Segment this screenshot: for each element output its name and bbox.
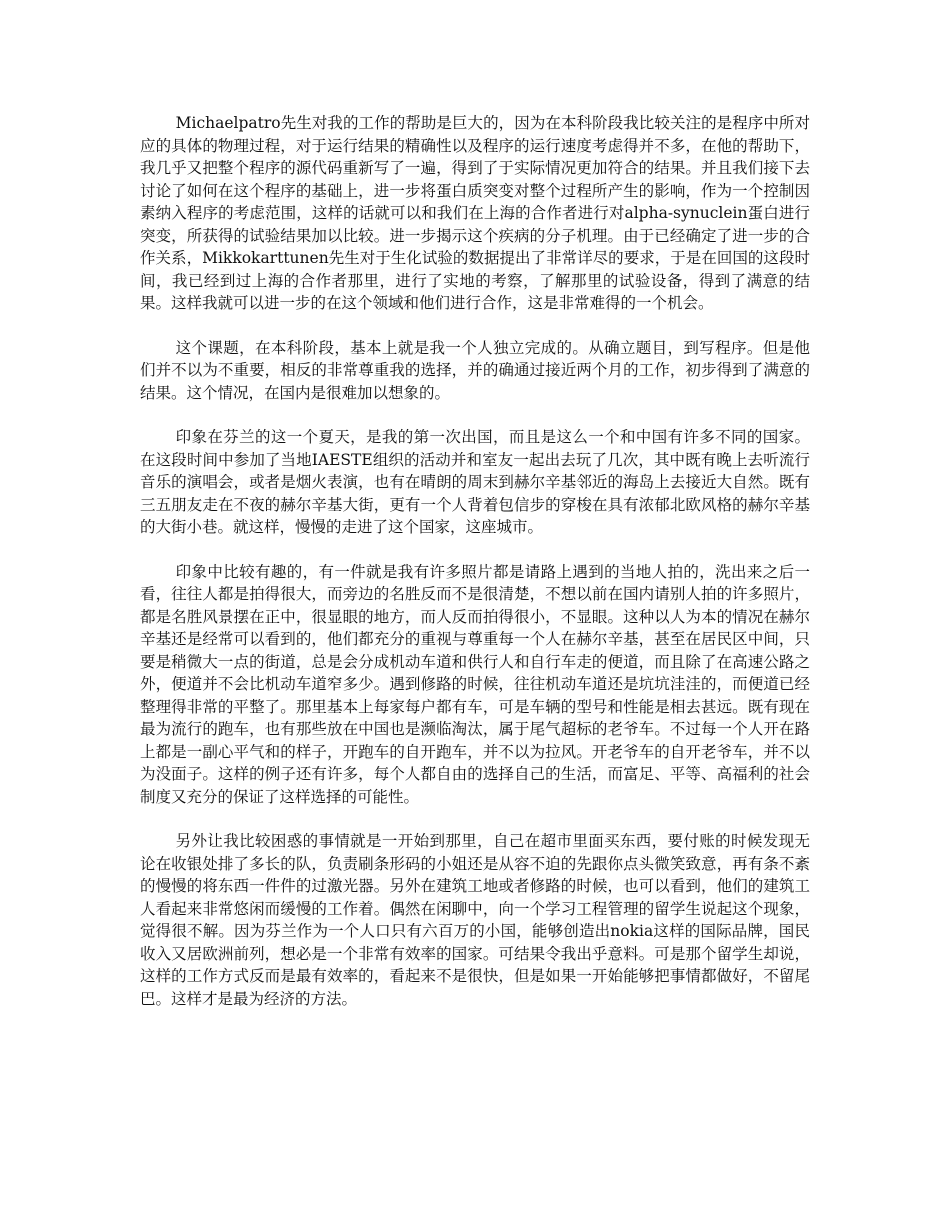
paragraph-2: 这个课题，在本科阶段，基本上就是我一个人独立完成的。从确立题目，到写程序。但是他们并不以为不重要，相反的非常尊重我的选择，并的确通过接近两个月的工作，初步得到了满意的结果。这个情况，在国内是很难加以想象的。 <box>140 338 810 402</box>
paragraph-5: 另外让我比较困惑的事情就是一开始到那里，自己在超市里面买东西，要付账的时候发现无论在收银处排了多长的队，负责刷条形码的小姐还是从容不迫的先跟你点头微笑致意，再有条不紊的慢慢的将东西一件件的过激光器。另外在建筑工地或者修路的时候，也可以看到，他们的建筑工人看起来非常悠闲而缓慢的工作着。偶然在闲聊中，向一个学习工程管理的留学生说起这个现象，觉得很不解。因为芬兰作为一个人口只有六百万的小国，能够创造出nokia这样的国际品牌，国民收入又居欧洲前列，想必是一个非常有效率的国家。可结果令我出乎意料。可是那个留学生却说，这样的工作方式反而是最有效率的，看起来不是很快，但是如果一开始能够把事情都做好，不留尾巴。这样才是最为经济的方法。 <box>140 832 810 1008</box>
document-body <box>140 112 810 1032</box>
paragraph-4: 印象中比较有趣的，有一件就是我有许多照片都是请路上遇到的当地人拍的，洗出来之后一看，往往人都是拍得很大，而旁边的名胜反而不是很清楚，不想以前在国内请别人拍的许多照片，都是名胜风景摆在正中，很显眼的地方，而人反而拍得很小，不显眼。这种以人为本的情况在赫尔辛基还是经常可以看到的，他们都充分的重视与尊重每一个人在赫尔辛基，甚至在居民区中间，只要是稍微大一点的街道，总是会分成机动车道和供行人和自行车走的便道，而且除了在高速公路之外，便道并不会比机动车道窄多少。遇到修路的时候，往往机动车道还是坑坑洼洼的，而便道已经整理得非常的平整了。那里基本上每家每户都有车，可是车辆的型号和性能是相去甚远。既有现在最为流行的跑车，也有那些放在中国也是濒临淘汰，属于尾气超标的老爷车。不过每一个人开在路上都是一副心平气和的样子，开跑车的自开跑车，并不以为拉风。开老爷车的自开老爷车，并不以为没面子。这样的例子还有许多，每个人都自由的选择自己的生活，而富足、平等、高福利的社会制度又充分的保证了这样选择的可能性。 <box>140 562 810 806</box>
paragraph-1: Michaelpatro先生对我的工作的帮助是巨大的，因为在本科阶段我比较关注的是程序中所对应的具体的物理过程，对于运行结果的精确性以及程序的运行速度考虑得并不多，在他的帮助下，我几乎又把整个程序的源代码重新写了一遍，得到了于实际情况更加符合的结果。并且我们接下去讨论了如何在这个程序的基础上，进一步将蛋白质突变对整个过程所产生的影响，作为一个控制因素纳入程序的考虑范围，这样的话就可以和我们在上海的合作者进行对alpha-synuclein蛋白进行突变，所获得的试验结果加以比较。进一步揭示这个疾病的分子机理。由于已经确定了进一步的合作关系，Mikkokarttunen先生对于生化试验的数据提出了非常详尽的要求，于是在回国的这段时间，我已经到过上海的合作者那里，进行了实地的考察，了解那里的试验设备，得到了满意的结果。这样我就可以进一步的在这个领域和他们进行合作，这是非常难得的一个机会。 <box>140 114 810 312</box>
paragraph-3: 印象在芬兰的这一个夏天，是我的第一次出国，而且是这么一个和中国有许多不同的国家。在这段时间中参加了当地IAESTE组织的活动并和室友一起出去玩了几次，其中既有晚上去听流行音乐的演唱会，或者是烟火表演，也有在晴朗的周末到赫尔辛基邻近的海岛上去接近大自然。既有三五朋友走在不夜的赫尔辛基大街，更有一个人背着包信步的穿梭在具有浓郁北欧风格的赫尔辛基的大街小巷。就这样，慢慢的走进了这个国家，这座城市。 <box>140 428 810 536</box>
